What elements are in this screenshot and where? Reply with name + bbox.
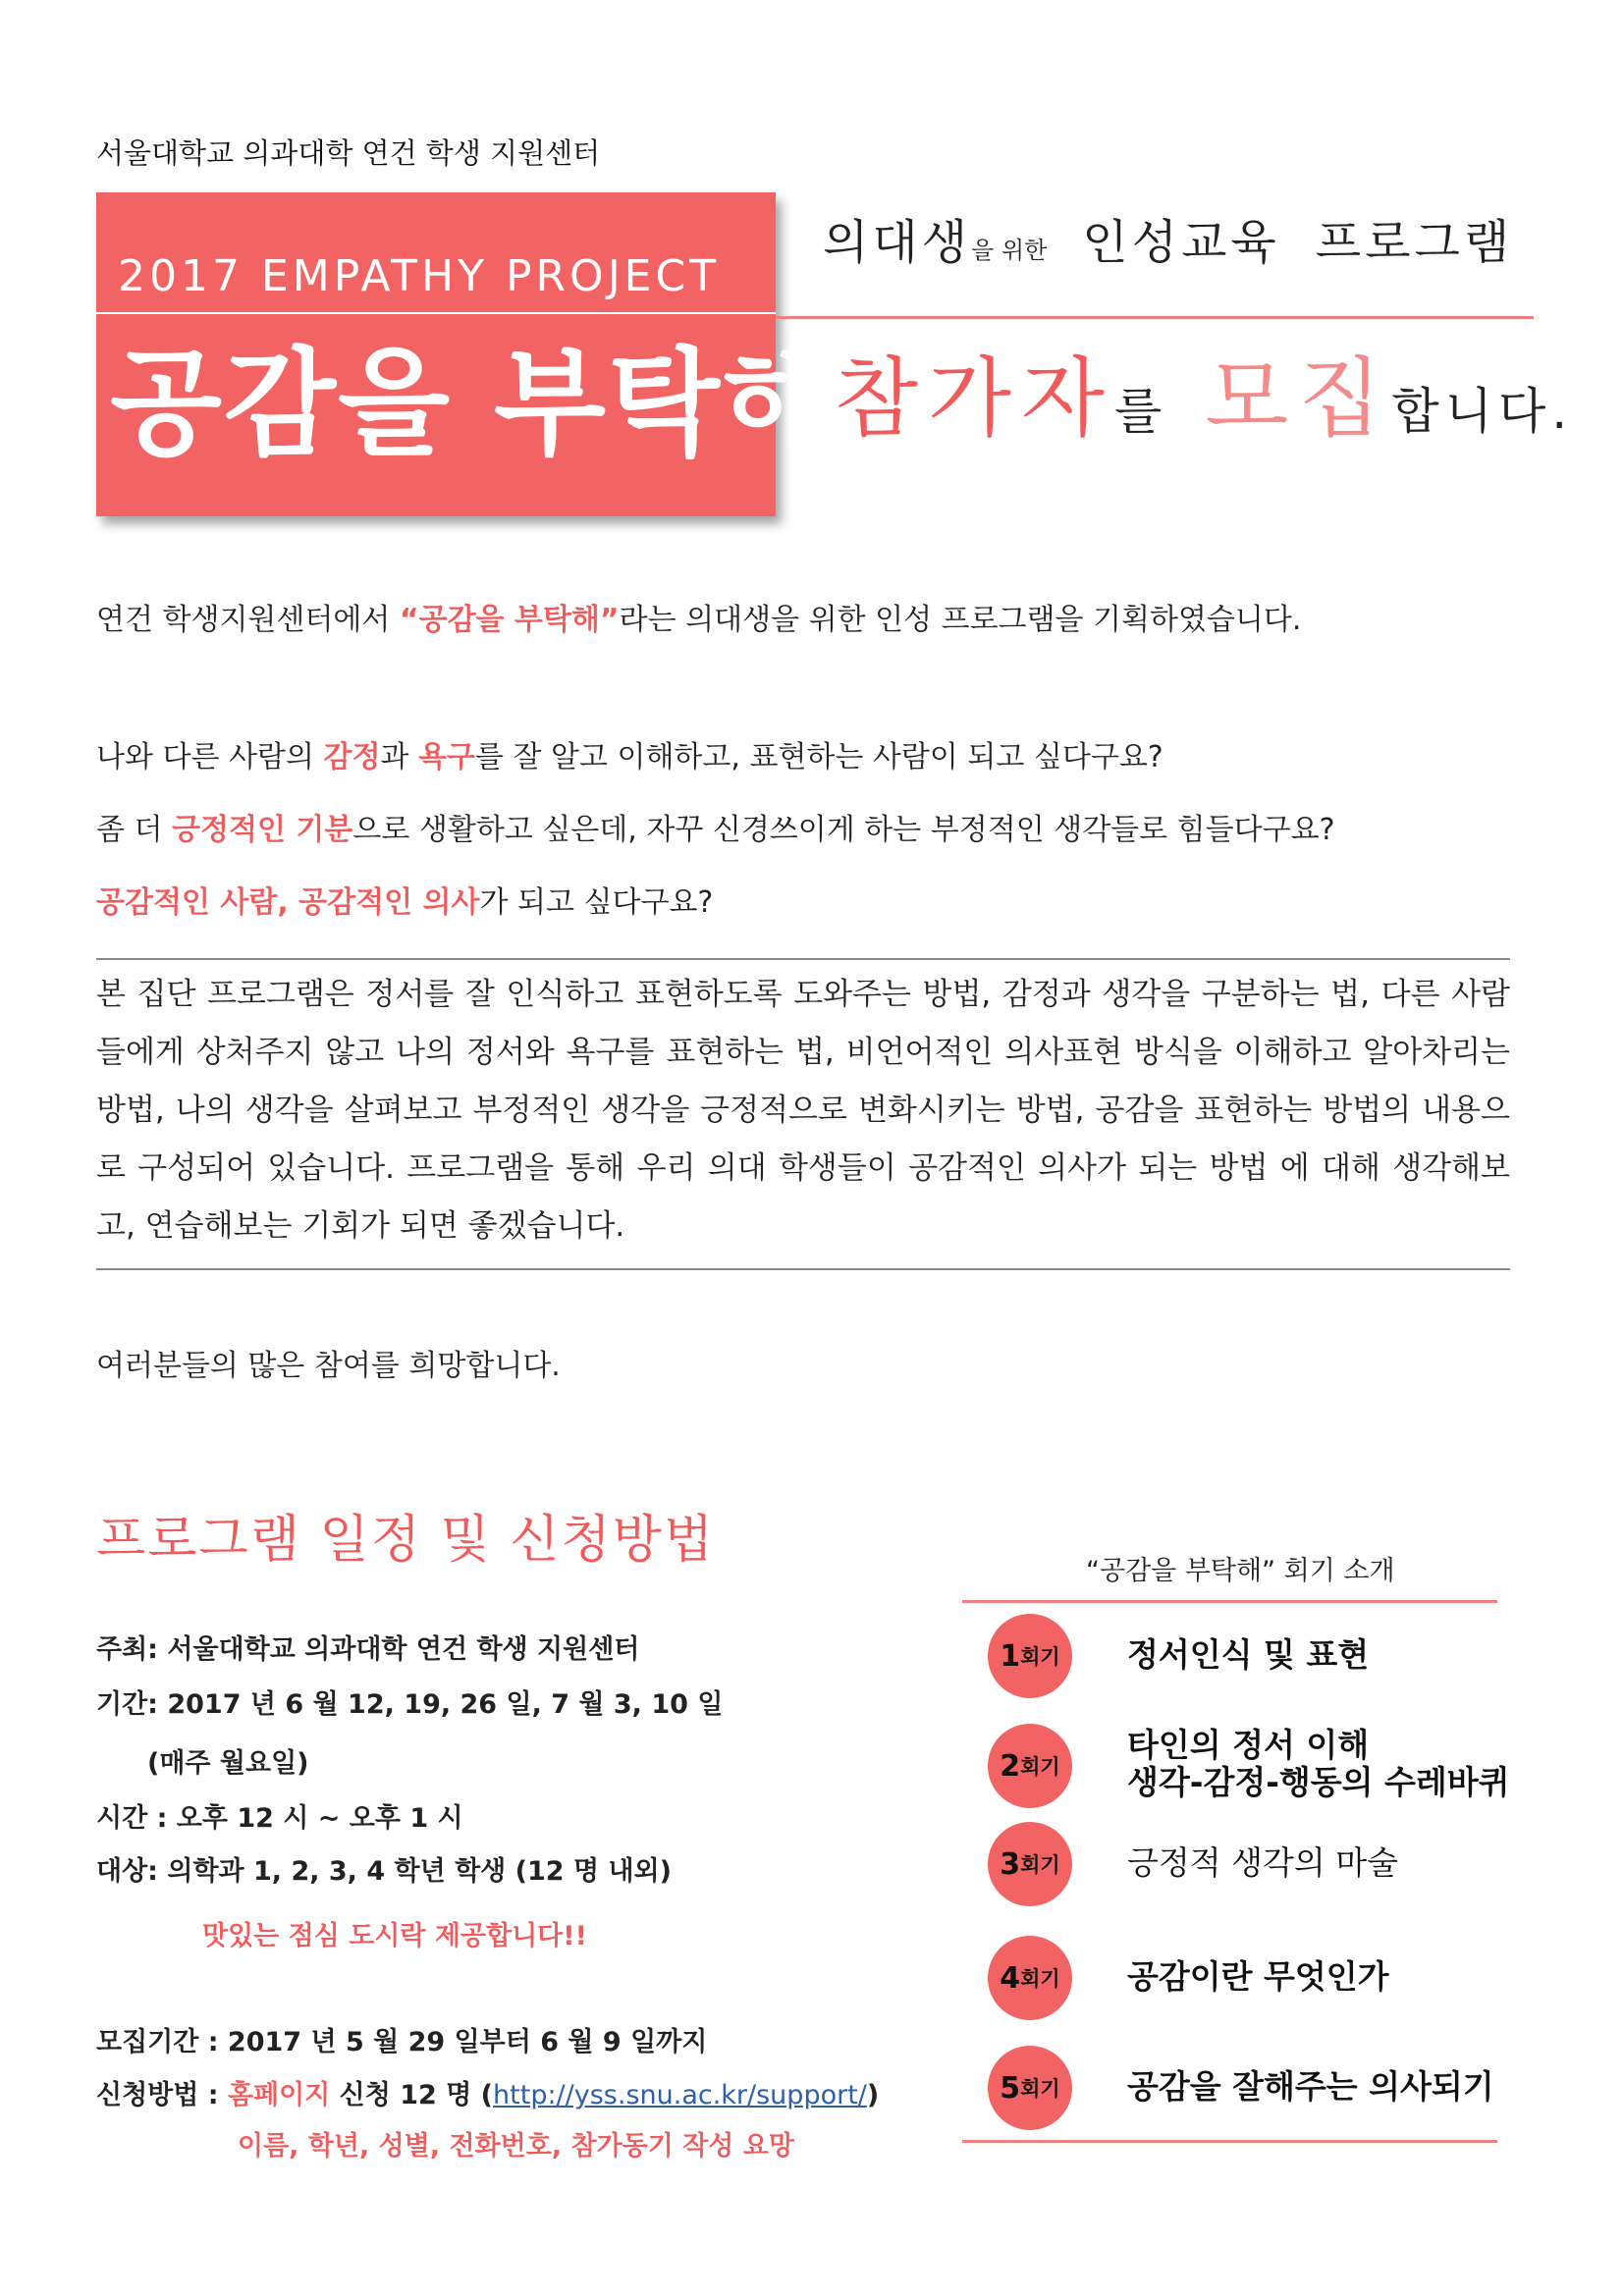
question-3 — [96, 878, 713, 921]
banner-english-title: 2017 EMPATHY PROJECT — [118, 251, 721, 301]
header-divider — [776, 316, 1534, 319]
session-1-title: 정서인식 및 표현 — [1127, 1635, 1370, 1674]
sessions-bottom-rule — [962, 2140, 1497, 2143]
subtitle-part-c: 프로그램 — [1315, 215, 1514, 270]
session-2-badge: 2 회기 — [988, 1724, 1072, 1808]
intro-suffix: 라는 의대생을 위한 인성 프로그램을 기획하였습니다. — [619, 603, 1302, 637]
session-4-title: 공감이란 무엇인가 — [1127, 1957, 1389, 1996]
session-2-title-line2: 생각-감정-행동의 수레바퀴 — [1127, 1763, 1510, 1801]
subtitle-part-b: 인성교육 — [1082, 215, 1280, 270]
banner-korean-title: 공감을 부탁해 — [110, 336, 837, 471]
program-description: 본 집단 프로그램은 정서를 잘 인식하고 표현하도록 도와주는 방법, 감정과 생각을 구분하는 법, 다른 사람들에게 상처주지 않고 나의 정서와 욕구를 표현하는 법, 비언어적인 의사표현 방식을 이해하고 알아차리는 방법, 나의 생각을 살펴보고 부정적인 생각을 긍정적으로 변화시키는 방법, 공감을 표현하는 방법의 내용으로 구성되어 있습니다. 프로그램을 통해 우리 의대 학생들이 공감적인 의사가 되는 방법 에 대해 생각해보고, 연습해보는 기회가 되면 좋겠습니다. — [96, 977, 1510, 1244]
q1-text-a: 나와 다른 사람의 — [96, 740, 324, 774]
q3-text-b: 가 되고 싶다구요? — [479, 885, 714, 920]
recruit-part-d: 합니다. — [1391, 383, 1574, 440]
session-5-title: 공감을 잘해주는 의사되기 — [1127, 2067, 1494, 2106]
sessions-heading: “공감을 부탁해” 회기 소개 — [1086, 1556, 1395, 1586]
organization-name: 서울대학교 의과대학 연건 학생 지원센터 — [96, 136, 601, 170]
info-period: 기간: 2017 년 6 월 12, 19, 26 일, 7 월 3, 10 일 — [96, 1689, 724, 1720]
question-2 — [96, 805, 1335, 848]
recruit-headline — [835, 330, 1573, 454]
q1-text-c: 과 — [380, 740, 418, 774]
intro-paragraph — [96, 595, 1301, 638]
q2-highlight: 긍정적인 기분 — [172, 813, 353, 847]
closing-message: 여러분들의 많은 참여를 희망합니다. — [96, 1349, 561, 1383]
q1-highlight-desire: 욕구 — [417, 740, 475, 774]
q3-highlight: 공감적인 사람, 공감적인 의사 — [96, 885, 480, 920]
apply-close-paren: ) — [866, 2080, 880, 2110]
info-host: 주최: 서울대학교 의과대학 연건 학생 지원센터 — [96, 1634, 640, 1665]
intro-prefix: 연건 학생지원센터에서 — [96, 603, 400, 637]
recruit-part-c: 모집 — [1205, 347, 1392, 449]
title-banner — [96, 192, 837, 516]
apply-count: 신청 12 명 ( — [330, 2080, 494, 2110]
info-day: (매주 월요일) — [147, 1748, 309, 1779]
apply-link[interactable]: http://yss.snu.ac.kr/support/ — [493, 2080, 867, 2110]
q2-text-a: 좀 더 — [96, 813, 173, 847]
subtitle-part-a: 의대생 — [823, 215, 972, 270]
description-top-rule — [96, 958, 1510, 960]
info-target: 대상: 의학과 1, 2, 3, 4 학년 학생 (12 명 내외) — [96, 1856, 672, 1887]
description-bottom-rule — [96, 1268, 1510, 1270]
session-5-badge: 5 회기 — [988, 2046, 1072, 2130]
info-lunch: 맛있는 점심 도시락 제공합니다!! — [202, 1921, 587, 1951]
apply-label: 신청방법 : — [96, 2080, 228, 2110]
session-1-badge: 1 회기 — [988, 1614, 1072, 1698]
q1-text-e: 를 잘 알고 이해하고, 표현하는 사람이 되고 싶다구요? — [474, 740, 1163, 774]
info-apply — [96, 2073, 879, 2111]
session-3-title: 긍정적 생각의 마술 — [1127, 1843, 1399, 1882]
session-3-badge: 3 회기 — [988, 1822, 1072, 1906]
schedule-title: 프로그램 일정 및 신청방법 — [96, 1511, 716, 1570]
question-1 — [96, 732, 1163, 775]
q2-text-c: 으로 생활하고 싶은데, 자꾸 신경쓰이게 하는 부정적인 생각들로 힘들다구요? — [352, 813, 1335, 847]
info-recruit-period: 모집기간 : 2017 년 5 월 29 일부터 6 월 9 일까지 — [96, 2027, 708, 2057]
q1-highlight-emotion: 감정 — [323, 740, 381, 774]
program-subtitle — [823, 204, 1513, 272]
recruit-part-b: 를 — [1114, 383, 1168, 440]
session-4-badge: 4 회기 — [988, 1936, 1072, 2020]
recruit-part-a: 참가자 — [835, 347, 1115, 449]
intro-quote: “공감을 부탁해” — [399, 603, 620, 637]
apply-homepage: 홈페이지 — [227, 2080, 331, 2110]
info-time: 시간 : 오후 12 시 ~ 오후 1 시 — [96, 1803, 463, 1834]
info-required-fields: 이름, 학년, 성별, 전화번호, 참가동기 작성 요망 — [238, 2131, 794, 2162]
subtitle-small: 을 위한 — [971, 237, 1048, 264]
sessions-top-rule — [962, 1600, 1497, 1603]
session-2-title: 타인의 정서 이해 — [1127, 1726, 1370, 1764]
